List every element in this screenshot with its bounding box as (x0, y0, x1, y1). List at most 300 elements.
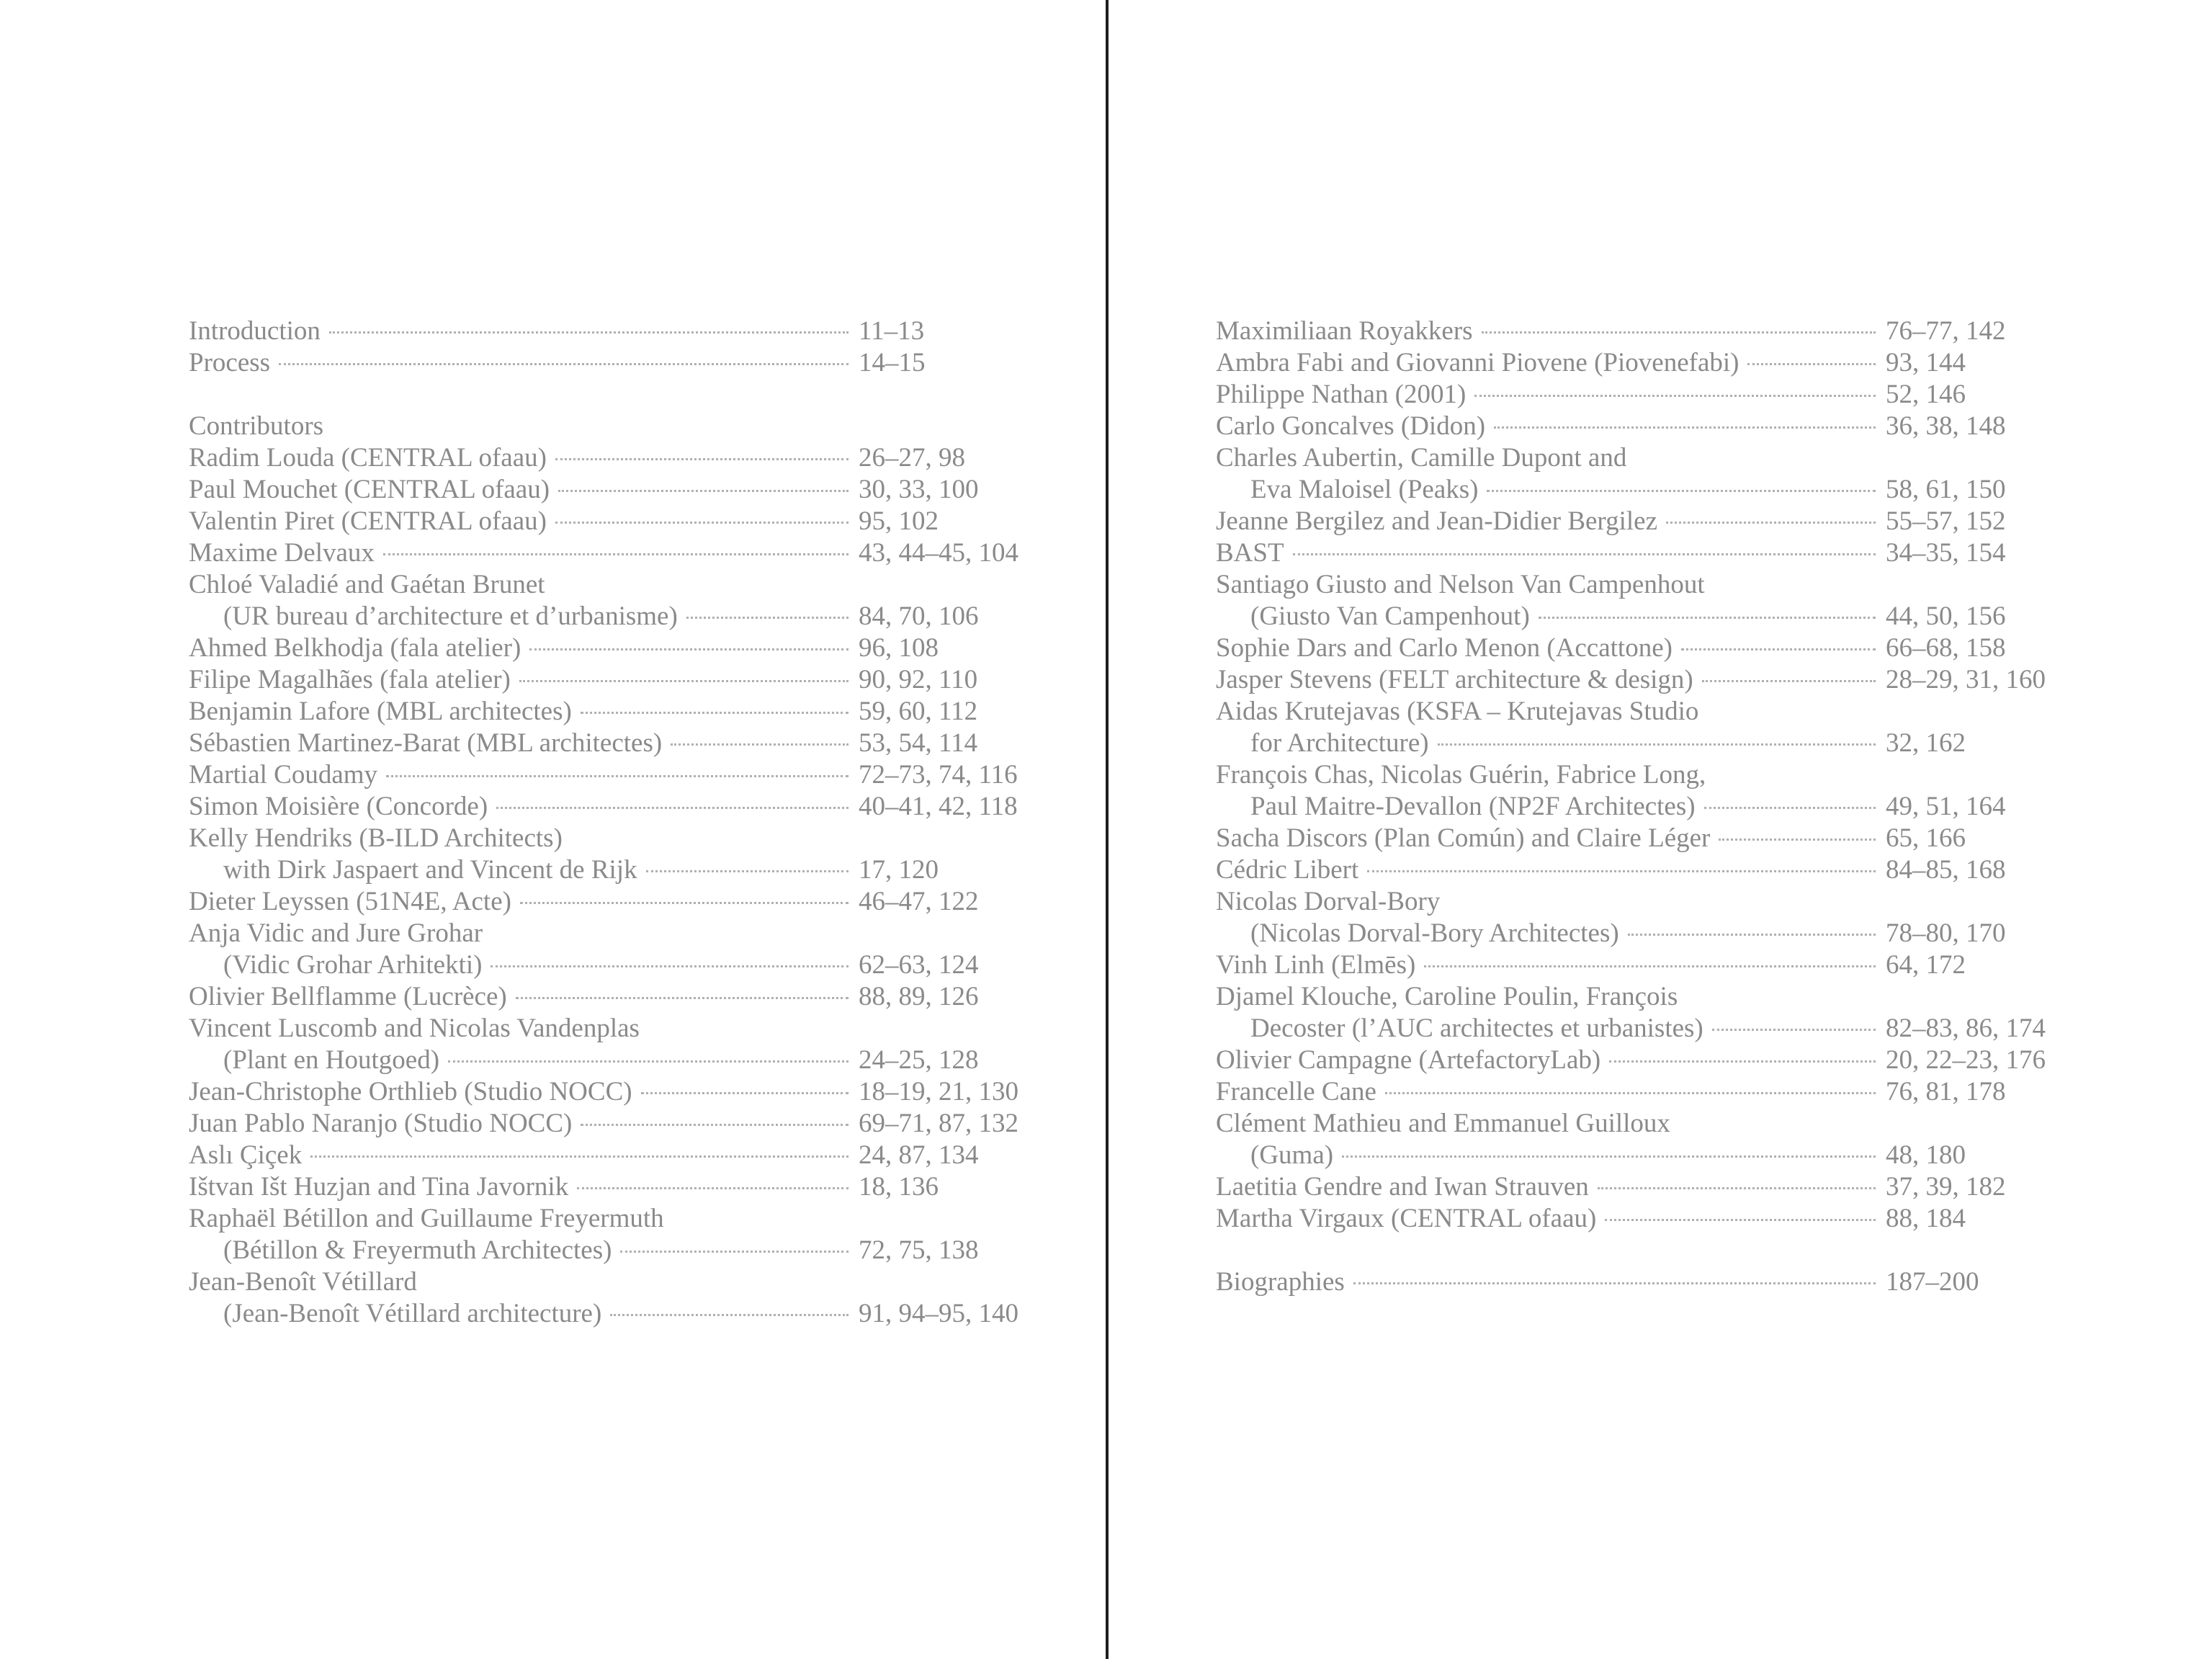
toc-entry-line (189, 1013, 859, 1045)
toc-entry-pages: 18–19, 21, 130 (859, 1077, 1018, 1106)
toc-entry-line (189, 886, 859, 918)
toc-entry-title (189, 442, 859, 474)
toc-entry[interactable] (189, 632, 1024, 664)
toc-entry-text: Olivier Campagne (ArtefactoryLab) (1216, 1045, 1601, 1075)
dot-leader (686, 617, 848, 619)
toc-entry-line (1216, 886, 1886, 918)
toc-entry-pages: 187–200 (1886, 1267, 1979, 1297)
toc-entry-text: (Nicolas Dorval-Bory Architectes) (1250, 918, 1619, 948)
toc-entry-text: (Guma) (1250, 1140, 1334, 1170)
toc-entry-pages: 40–41, 42, 118 (859, 792, 1018, 821)
toc-entry-pages: 53, 54, 114 (859, 728, 978, 758)
toc-entry-title (189, 316, 859, 347)
dot-leader (581, 712, 848, 714)
dot-leader (329, 331, 848, 334)
toc-right-page (1216, 316, 2051, 1298)
dot-leader (671, 743, 848, 746)
toc-entry-text: BAST (1216, 538, 1284, 568)
toc-entry-title (1216, 1171, 1886, 1203)
toc-entry-pages: 93, 144 (1886, 348, 1966, 377)
toc-entry-pages: 88, 89, 126 (859, 982, 979, 1011)
toc-entry[interactable] (1216, 569, 2051, 632)
dot-leader (1681, 648, 1876, 650)
toc-entry-title (1216, 1045, 1886, 1076)
toc-entry-pages: 44, 50, 156 (1886, 602, 2006, 631)
toc-entry-text: Benjamin Lafore (MBL architectes) (189, 697, 572, 726)
toc-entry-line (189, 918, 859, 949)
dot-leader (555, 458, 848, 460)
toc-entry-title (1216, 442, 1886, 506)
toc-entry[interactable] (1216, 347, 2051, 379)
toc-entry-text: Process (189, 348, 271, 377)
toc-entry-text: Juan Pablo Naranjo (Studio NOCC) (189, 1109, 573, 1138)
toc-entry-text: (Plant en Houtgoed) (223, 1045, 440, 1075)
toc-entry-text: Clément Mathieu and Emmanuel Guilloux (1216, 1109, 1670, 1138)
toc-entry-line (1216, 632, 1886, 664)
toc-entry-title (1216, 347, 1886, 379)
toc-entry-text: Jasper Stevens (FELT architecture & design) (1216, 665, 1693, 694)
book-gutter (1106, 0, 1109, 1659)
toc-entry-text: Dieter Leyssen (51N4E, Acte) (189, 887, 511, 916)
dot-leader (1702, 680, 1876, 682)
toc-entry-line (1216, 696, 1886, 728)
toc-entry-line (1216, 316, 1886, 347)
toc-entry-text: Ambra Fabi and Giovanni Piovene (Piovenefabi) (1216, 348, 1739, 377)
toc-entry-title (189, 1108, 859, 1140)
toc-entry-pages: 52, 146 (1886, 380, 1966, 409)
toc-entry-text: Ištvan Išt Huzjan and Tina Javornik (189, 1172, 569, 1202)
toc-entry[interactable] (1216, 886, 2051, 949)
dot-leader (646, 870, 848, 872)
toc-entry[interactable] (189, 1171, 1024, 1203)
toc-entry-title (189, 506, 859, 537)
toc-entry-pages: 72, 75, 138 (859, 1235, 979, 1265)
toc-entry-line (189, 632, 859, 664)
toc-spacer (189, 379, 1024, 411)
toc-entry-text: Martial Coudamy (189, 760, 378, 790)
toc-entry-text: Kelly Hendriks (B-ILD Architects) (189, 823, 563, 853)
toc-left-page (189, 316, 1024, 1330)
toc-entry[interactable] (189, 474, 1024, 506)
dot-leader (383, 553, 848, 555)
toc-entry-line (189, 347, 859, 379)
toc-entry-title (189, 791, 859, 823)
toc-entry-text: Laetitia Gendre and Iwan Strauven (1216, 1172, 1589, 1202)
toc-entry-text: Aslı Çiçek (189, 1140, 303, 1170)
toc-entry-title (189, 569, 859, 632)
toc-entry-pages: 43, 44–45, 104 (859, 538, 1018, 568)
toc-entry-pages: 58, 61, 150 (1886, 475, 2006, 504)
dot-leader (1385, 1092, 1876, 1094)
toc-entry-text: Raphaël Bétillon and Guillaume Freyermuth (189, 1204, 664, 1233)
toc-entry-text: François Chas, Nicolas Guérin, Fabrice Long, (1216, 760, 1706, 790)
toc-entry-continuation-line (189, 601, 859, 632)
toc-entry-continuation-line (1216, 601, 1886, 632)
dot-leader (1494, 426, 1876, 429)
toc-entry[interactable] (1216, 1076, 2051, 1108)
dot-leader (1438, 743, 1876, 746)
toc-entry-title (1216, 949, 1886, 981)
toc-entry-pages: 59, 60, 112 (859, 697, 978, 726)
toc-entry-text: Maxime Delvaux (189, 538, 375, 568)
toc-entry-pages: 30, 33, 100 (859, 475, 979, 504)
toc-entry-text: Decoster (l’AUC architectes et urbanistes) (1250, 1014, 1703, 1043)
toc-group-front (189, 316, 1024, 379)
dot-leader (1628, 934, 1876, 936)
toc-entry-line (1216, 759, 1886, 791)
dot-leader (1704, 807, 1876, 809)
toc-entry-line (189, 442, 859, 474)
dot-leader (1598, 1187, 1876, 1189)
toc-entry-pages: 48, 180 (1886, 1140, 1966, 1170)
dot-leader (558, 490, 848, 492)
toc-entry-text: Sophie Dars and Carlo Menon (Accattone) (1216, 633, 1673, 663)
toc-entry[interactable] (1216, 1045, 2051, 1076)
dot-leader (310, 1155, 848, 1158)
toc-entry-text: Introduction (189, 316, 321, 346)
toc-entry-title (189, 537, 859, 569)
toc-entry-pages: 18, 136 (859, 1172, 939, 1202)
toc-entry-text: Valentin Piret (CENTRAL ofaau) (189, 506, 547, 536)
toc-entry-title (1216, 981, 1886, 1045)
toc-entry-line (1216, 1045, 1886, 1076)
dot-leader (520, 902, 848, 904)
toc-entry-pages: 14–15 (859, 348, 926, 377)
toc-entry-line (189, 791, 859, 823)
dot-leader (1719, 839, 1876, 841)
toc-entry-title (189, 1203, 859, 1266)
toc-entry-pages: 76–77, 142 (1886, 316, 2006, 346)
dot-leader (279, 363, 848, 365)
toc-entry-continuation-line (189, 1045, 859, 1076)
toc-entry[interactable] (1216, 823, 2051, 854)
toc-entry-title (1216, 316, 1886, 347)
toc-entry-text: Aidas Krutejavas (KSFA – Krutejavas Studio (1216, 697, 1699, 726)
toc-entry-text: Carlo Goncalves (Didon) (1216, 411, 1486, 441)
toc-entry-pages: 84–85, 168 (1886, 855, 2006, 885)
toc-entry-line (1216, 1266, 1886, 1298)
toc-entry-line (1216, 442, 1886, 474)
toc-group-back (1216, 1266, 2051, 1298)
toc-entry-line (189, 728, 859, 759)
toc-entry-continuation-line (189, 854, 859, 886)
toc-entry[interactable] (1216, 854, 2051, 886)
toc-entry[interactable] (189, 316, 1024, 347)
toc-entry-text: Santiago Giusto and Nelson Van Campenhout (1216, 570, 1705, 599)
toc-entry-title (1216, 1266, 1886, 1298)
toc-entry-line (1216, 569, 1886, 601)
toc-entry-continuation-line (1216, 791, 1886, 823)
toc-entry[interactable] (189, 1140, 1024, 1171)
toc-entry-line (1216, 506, 1886, 537)
toc-entry-continuation-line (189, 949, 859, 981)
toc-entry-pages: 37, 39, 182 (1886, 1172, 2006, 1202)
toc-entry[interactable] (1216, 316, 2051, 347)
toc-entry-pages: 65, 166 (1886, 823, 1966, 853)
toc-entry-line (189, 696, 859, 728)
toc-entry[interactable] (1216, 1108, 2051, 1171)
dot-leader (519, 680, 848, 682)
toc-entry-title (189, 1076, 859, 1108)
dot-leader (1712, 1029, 1876, 1031)
toc-entry[interactable] (189, 664, 1024, 696)
toc-entry-line (1216, 823, 1886, 854)
toc-entry-title (1216, 1203, 1886, 1235)
toc-entry-continuation-line (1216, 728, 1886, 759)
dot-leader (1293, 553, 1876, 555)
toc-entry-pages: 95, 102 (859, 506, 939, 536)
dot-leader (1609, 1060, 1876, 1063)
toc-entry-title (1216, 886, 1886, 949)
toc-entry-line (1216, 347, 1886, 379)
toc-entry-text: Charles Aubertin, Camille Dupont and (1216, 443, 1627, 473)
toc-entry-pages: 24, 87, 134 (859, 1140, 979, 1170)
toc-entry-continuation-line (1216, 1013, 1886, 1045)
toc-entry[interactable] (189, 696, 1024, 728)
dot-leader (1605, 1219, 1876, 1221)
toc-entry[interactable] (189, 759, 1024, 791)
toc-entry-title (1216, 537, 1886, 569)
toc-entry-title (1216, 759, 1886, 823)
toc-entry[interactable] (189, 886, 1024, 918)
toc-entry-pages: 55–57, 152 (1886, 506, 2006, 536)
toc-entry-title (1216, 506, 1886, 537)
toc-entry-line (1216, 1108, 1886, 1140)
toc-entry[interactable] (189, 791, 1024, 823)
toc-entry-line (1216, 854, 1886, 886)
toc-entry-title (1216, 696, 1886, 759)
toc-entry-title (189, 1140, 859, 1171)
toc-entry-text: Paul Mouchet (CENTRAL ofaau) (189, 475, 550, 504)
toc-entry[interactable] (189, 442, 1024, 474)
toc-entry-text: Simon Moisière (Concorde) (189, 792, 488, 821)
toc-entry[interactable] (1216, 1266, 2051, 1298)
dot-leader (1353, 1282, 1876, 1284)
toc-entry-pages: 72–73, 74, 116 (859, 760, 1018, 790)
dot-leader (1474, 395, 1876, 397)
dot-leader (1666, 522, 1876, 524)
dot-leader (581, 1124, 848, 1126)
toc-entry-text: (Vidic Grohar Arhitekti) (223, 950, 483, 980)
toc-entry-text: Radim Louda (CENTRAL ofaau) (189, 443, 547, 473)
toc-group-contributors-left (189, 442, 1024, 1330)
toc-entry-line (1216, 1171, 1886, 1203)
toc-entry-text: with Dirk Jaspaert and Vincent de Rijk (223, 855, 637, 885)
toc-entry-title (189, 886, 859, 918)
toc-entry-text: Vincent Luscomb and Nicolas Vandenplas (189, 1014, 640, 1043)
dot-leader (577, 1187, 848, 1189)
toc-entry-title (1216, 632, 1886, 664)
toc-entry-pages: 34–35, 154 (1886, 538, 2006, 568)
toc-entry-text: Jeanne Bergilez and Jean-Didier Bergilez (1216, 506, 1657, 536)
toc-entry[interactable] (1216, 442, 2051, 506)
toc-entry-line (189, 474, 859, 506)
toc-entry[interactable] (1216, 949, 2051, 981)
toc-entry-line (1216, 949, 1886, 981)
toc-entry-title (189, 1266, 859, 1330)
toc-entry-title (1216, 1108, 1886, 1171)
toc-entry-line (1216, 981, 1886, 1013)
toc-entry-text: Paul Maitre-Devallon (NP2F Architectes) (1250, 792, 1696, 821)
toc-entry[interactable] (1216, 696, 2051, 759)
toc-entry-title (189, 664, 859, 696)
toc-entry-text: Sébastien Martinez-Barat (MBL architectes) (189, 728, 663, 758)
toc-entry-text: Nicolas Dorval-Bory (1216, 887, 1441, 916)
dot-leader (1367, 870, 1876, 872)
dot-leader (496, 807, 848, 809)
toc-entry[interactable] (1216, 632, 2051, 664)
toc-entry-text: (UR bureau d’architecture et d’urbanisme) (223, 602, 678, 631)
toc-entry-continuation-line (1216, 918, 1886, 949)
toc-entry-title (189, 918, 859, 981)
toc-entry-pages: 46–47, 122 (859, 887, 979, 916)
toc-entry[interactable] (189, 1266, 1024, 1330)
toc-entry-title (1216, 823, 1886, 854)
toc-entry-text: Philippe Nathan (2001) (1216, 380, 1467, 409)
toc-entry[interactable] (189, 1203, 1024, 1266)
toc-entry-text: Martha Virgaux (CENTRAL ofaau) (1216, 1204, 1597, 1233)
toc-entry-title (189, 347, 859, 379)
toc-entry[interactable] (189, 506, 1024, 537)
toc-entry[interactable] (1216, 379, 2051, 411)
toc-entry[interactable] (189, 981, 1024, 1013)
dot-leader (620, 1251, 848, 1253)
toc-entry-text: Djamel Klouche, Caroline Poulin, François (1216, 982, 1678, 1011)
toc-entry-pages: 49, 51, 164 (1886, 792, 2006, 821)
toc-entry[interactable] (1216, 506, 2051, 537)
dot-leader (1539, 617, 1876, 619)
toc-entry-title (189, 1013, 859, 1076)
toc-entry-title (189, 632, 859, 664)
toc-entry-title (1216, 854, 1886, 886)
toc-entry[interactable] (189, 823, 1024, 886)
toc-entry[interactable] (1216, 1203, 2051, 1235)
toc-entry-line (189, 537, 859, 569)
dot-leader (555, 522, 848, 524)
toc-entry[interactable] (1216, 411, 2051, 442)
toc-entry-text: (Jean-Benoît Vétillard architecture) (223, 1299, 602, 1328)
dot-leader (529, 648, 848, 650)
toc-entry[interactable] (1216, 537, 2051, 569)
toc-entry-text: Filipe Magalhães (fala atelier) (189, 665, 511, 694)
toc-entry-title (1216, 411, 1886, 442)
toc-entry[interactable] (1216, 664, 2051, 696)
toc-entry-text: Chloé Valadié and Gaétan Brunet (189, 570, 545, 599)
toc-entry-line (189, 1140, 859, 1171)
toc-entry-text: Vinh Linh (Elmēs) (1216, 950, 1416, 980)
toc-entry[interactable] (189, 1108, 1024, 1140)
toc-entry-line (189, 759, 859, 791)
toc-entry-text: Cédric Libert (1216, 855, 1359, 885)
toc-entry[interactable] (189, 1013, 1024, 1076)
toc-entry-title (189, 474, 859, 506)
dot-leader (1424, 965, 1876, 967)
toc-entry[interactable] (1216, 759, 2051, 823)
toc-entry-pages: 64, 172 (1886, 950, 1966, 980)
toc-entry-pages: 20, 22–23, 176 (1886, 1045, 2046, 1075)
toc-entry[interactable] (189, 569, 1024, 632)
toc-entry[interactable] (1216, 981, 2051, 1045)
toc-entry-line (189, 1108, 859, 1140)
toc-entry-pages: 11–13 (859, 316, 925, 346)
toc-entry-line (189, 1171, 859, 1203)
toc-entry-pages: 69–71, 87, 132 (859, 1109, 1018, 1138)
dot-leader (610, 1314, 848, 1316)
toc-entry-title (1216, 1076, 1886, 1108)
toc-entry-pages: 90, 92, 110 (859, 665, 978, 694)
toc-entry-title (189, 759, 859, 791)
dot-leader (641, 1092, 848, 1094)
toc-group-contributors-right (1216, 316, 2051, 1235)
toc-entry-title (189, 1171, 859, 1203)
toc-entry-pages: 91, 94–95, 140 (859, 1299, 1018, 1328)
toc-entry[interactable] (1216, 1171, 2051, 1203)
toc-entry-title (189, 823, 859, 886)
toc-entry-line (189, 981, 859, 1013)
dot-leader (448, 1060, 848, 1063)
dot-leader (386, 775, 848, 777)
toc-entry-pages: 26–27, 98 (859, 443, 965, 473)
toc-entry-pages: 78–80, 170 (1886, 918, 2006, 948)
toc-entry-line (1216, 1076, 1886, 1108)
dot-leader (1487, 490, 1876, 492)
toc-entry[interactable] (189, 537, 1024, 569)
toc-entry[interactable] (189, 1076, 1024, 1108)
toc-entry-pages: 24–25, 128 (859, 1045, 979, 1075)
toc-entry-line (189, 506, 859, 537)
toc-entry-text: (Bétillon & Freyermuth Architectes) (223, 1235, 612, 1265)
toc-entry-text: Eva Maloisel (Peaks) (1250, 475, 1479, 504)
toc-entry-title (1216, 569, 1886, 632)
dot-leader (516, 997, 848, 999)
toc-entry-text: Sacha Discors (Plan Común) and Claire Léger (1216, 823, 1711, 853)
toc-entry-continuation-line (189, 1235, 859, 1266)
toc-entry-pages: 28–29, 31, 160 (1886, 665, 2046, 694)
toc-entry-line (189, 1266, 859, 1298)
toc-entry-title (189, 696, 859, 728)
toc-entry-pages: 84, 70, 106 (859, 602, 979, 631)
toc-entry-line (189, 664, 859, 696)
toc-entry-title (189, 981, 859, 1013)
toc-entry-text: Anja Vidic and Jure Grohar (189, 918, 483, 948)
toc-entry-line (189, 569, 859, 601)
toc-entry-title (189, 728, 859, 759)
toc-entry[interactable] (189, 347, 1024, 379)
dot-leader (1342, 1155, 1876, 1158)
toc-entry-line (1216, 1203, 1886, 1235)
toc-entry-line (1216, 664, 1886, 696)
toc-entry-pages: 96, 108 (859, 633, 939, 663)
toc-entry-line (1216, 379, 1886, 411)
toc-entry[interactable] (189, 918, 1024, 981)
toc-entry-title (1216, 664, 1886, 696)
toc-entry-text: (Giusto Van Campenhout) (1250, 602, 1530, 631)
dot-leader (1482, 331, 1876, 334)
section-heading-contributors: Contributors (189, 411, 324, 441)
toc-entry-pages: 36, 38, 148 (1886, 411, 2006, 441)
toc-entry-pages: 66–68, 158 (1886, 633, 2006, 663)
toc-entry-pages: 17, 120 (859, 855, 939, 885)
toc-entry-title (1216, 379, 1886, 411)
toc-entry-pages: 76, 81, 178 (1886, 1077, 2006, 1106)
toc-entry[interactable] (189, 728, 1024, 759)
toc-entry-text: Jean-Christophe Orthlieb (Studio NOCC) (189, 1077, 632, 1106)
toc-entry-line (1216, 537, 1886, 569)
toc-entry-continuation-line (1216, 1140, 1886, 1171)
toc-entry-continuation-line (189, 1298, 859, 1330)
toc-entry-text: Olivier Bellflamme (Lucrèce) (189, 982, 507, 1011)
toc-entry-line (189, 1076, 859, 1108)
